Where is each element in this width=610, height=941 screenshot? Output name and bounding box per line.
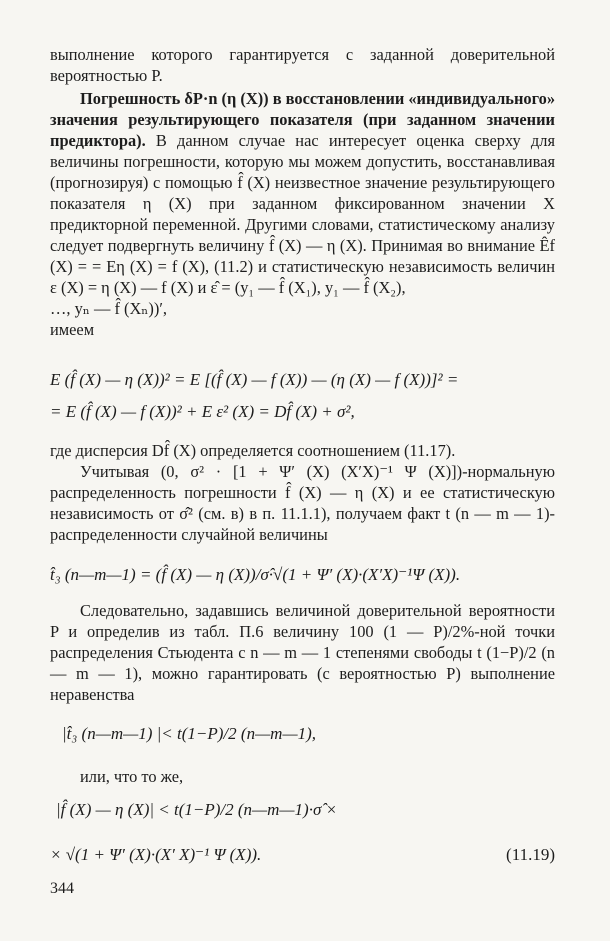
paragraph-body: В данном случае нас интересует оценка сверху для величины погрешности, которую мы можем допустить, восстанавливая (прогнозируя) с помощью f̂ (X) неизвестное значение результирующего показателя η (X) при заданном фиксированном значении X предикторной переменной. Другими словами, статистическому анализу следует подвергнуть величину f̂ (X) — η (X). Принимая во внимание Êf (X) = = Eη (X) = f (X), (11.2) и статистическую независимость величин ε (X) = η (X) — f (X) и ε̂ = (y₁ — f̂ (X₁), y₁ — f̂ (X₂), [50,131,555,297]
equation-6-body: × √(1 + Ψ′ (X)·(X′ X)⁻¹ Ψ (X)). [50,845,262,864]
text-line: выполнение которого гарантируется с заданной доверительной вероятностью P. [50,45,555,85]
equation-3: t̂₃ (n—m—1) = (f̂ (X) — η (X))/σ̂·√(1 + Ψ′ (X)·(X′X)⁻¹Ψ (X)). [50,565,461,584]
equation-5: |f̂ (X) — η (X)| < t(1−P)/2 (n—m—1)·σ̂ × [56,800,338,819]
section-heading: Погрешность δP·n (η (X)) в восстановлении «индивидуального» значения результирующего показателя (при заданном значении предиктора). [50,89,556,150]
text-line: имеем [50,320,95,339]
equation-4: |t̂₃ (n—m—1) |< t(1−P)/2 (n—m—1), [62,724,316,743]
paragraph-equivalent [50,766,555,787]
page-number: 344 [50,880,74,897]
text-block: Следовательно, задавшись величиной доверительной вероятности P и определив из табл. П.6 величину 100 (1 — P)/2%-ной точки распределения Стьюдента с n — m — 1 степенями свободы t (1−P)/2 (n — m — 1), можно гарантировать (с вероятностью P) выполнение неравенства [50,601,555,704]
text-line: где дисперсия Df̂ (X) определяется соотношением (11.17). [50,441,456,460]
text-line: …, yₙ — f̂ (Xₙ))′, [50,299,167,318]
paragraph-student [50,600,555,705]
equation-6 [50,845,555,865]
paragraph-error-definition [50,88,555,340]
paragraph-dispersion [50,440,555,545]
equation-2: = E (f̂ (X) — f (X))² + E ε² (X) = Df̂ (X) + σ², [50,402,355,421]
equation-1: E (f̂ (X) — η (X))² = E [(f̂ (X) — f (X)) — (η (X) — f (X))]² = [50,370,459,389]
equation-number: (11.19) [506,845,555,864]
paragraph-intro [50,44,555,86]
text-block [50,88,555,298]
text-block: Учитывая (0, σ² · [1 + Ψ′ (X) (X′X)⁻¹ Ψ (X)])-нормальную распределенность погрешности f̂ (X) — η (X) и ее статистическую независимость от σ̂² (см. в) в п. 11.1.1), получаем факт t (n — m — 1)-распределенности случайной величины [50,462,555,544]
text-line: или, что то же, [80,767,184,786]
